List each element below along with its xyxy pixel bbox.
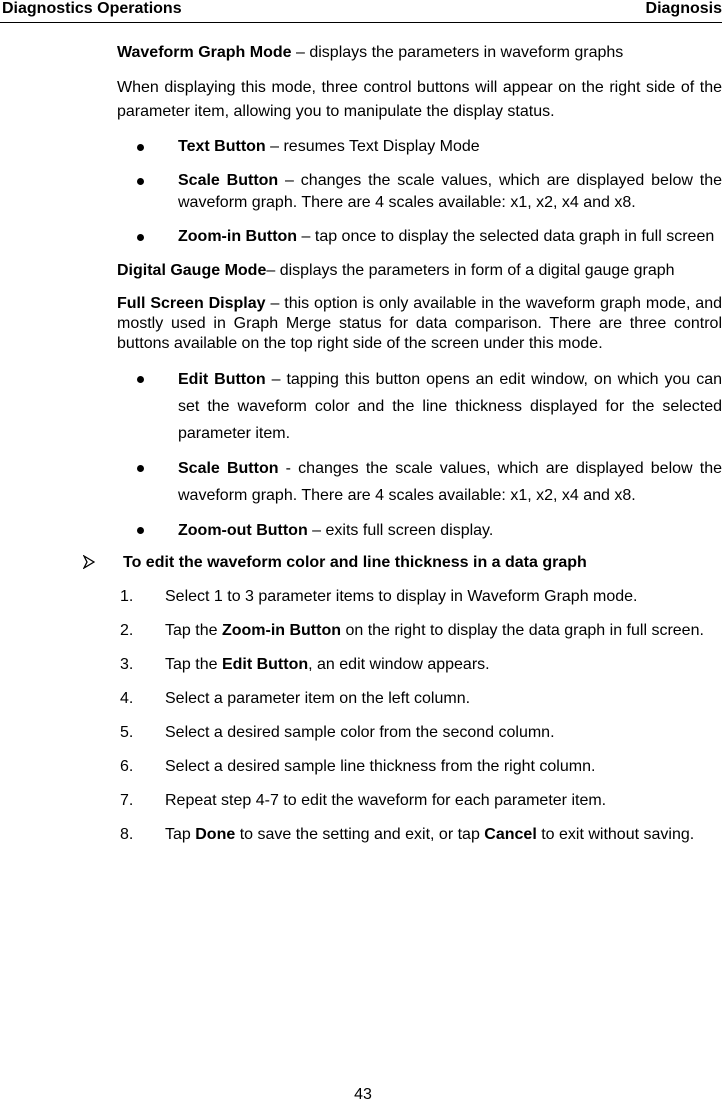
page-number: 43 (354, 1086, 372, 1103)
procedure-step (117, 688, 722, 710)
bullet-term: Zoom-out Button (178, 522, 308, 539)
bullet-desc: – exits full screen display. (307, 522, 494, 539)
full-screen-desc: – this option is only available in the waveform graph mode, and mostly used in Graph Merge status for data comparison. There are three control buttons available on the top right side of the screen under this mode. (117, 295, 722, 352)
procedure-heading (83, 552, 722, 574)
step-text: Select a desired sample color from the second column. (165, 724, 555, 741)
bullet-desc: – resumes Text Display Mode (265, 138, 480, 155)
step-number: 7. (120, 792, 134, 809)
step-bold-term: Edit Button (221, 656, 309, 673)
procedure-step (117, 722, 722, 744)
procedure-heading-text: To edit the waveform color and line thickness in a data graph (123, 554, 587, 571)
step-number: 4. (120, 690, 134, 707)
bullet-dot-icon (137, 527, 144, 534)
bullet-desc: - changes the scale values, which are displayed below the waveform graph. There are 4 scales available: x1, x2, x4 and x8. (178, 460, 722, 504)
bullet-desc: – changes the scale values, which are displayed below the waveform graph. There are 4 scales available: x1, x2, x4 and x8. (178, 172, 723, 211)
waveform-mode-desc: – displays the parameters in waveform graphs (291, 44, 624, 61)
procedure-step (117, 586, 722, 608)
waveform-mode-intro: When displaying this mode, three control buttons will appear on the right side of the parameter item, allowing you to manipulate the display status. (117, 79, 722, 120)
step-number: 2. (120, 622, 134, 639)
bullet-zoom-in-button (117, 226, 722, 248)
waveform-mode-term: Waveform Graph Mode (117, 44, 292, 61)
waveform-mode-definition (117, 42, 722, 64)
bullet-edit-button (117, 366, 722, 447)
page-content (117, 42, 722, 858)
step-number: 1. (120, 588, 134, 605)
bullet-dot-icon (137, 178, 144, 185)
bullet-zoom-out-button (117, 517, 722, 544)
bullet-scale-button (117, 170, 722, 214)
bullet-term: Zoom-in Button (178, 228, 298, 245)
bullet-dot-icon (137, 465, 144, 472)
bullet-scale-button-fullscreen (117, 455, 722, 509)
step-text: Tap the (165, 622, 222, 639)
page-header (0, 0, 722, 23)
bullet-term: Text Button (178, 138, 266, 155)
step-text: on the right to display the data graph in full screen. (341, 622, 704, 639)
step-number: 3. (120, 656, 134, 673)
header-section-title: Diagnostics Operations (2, 0, 182, 17)
bullet-desc: – tap once to display the selected data graph in full screen (297, 228, 715, 245)
step-text: Select 1 to 3 parameter items to display in Waveform Graph mode. (165, 588, 638, 605)
step-number: 8. (120, 826, 134, 843)
step-text: Tap (165, 826, 196, 843)
bullet-text-button (117, 136, 722, 158)
full-screen-definition (117, 294, 722, 354)
full-screen-term: Full Screen Display (117, 295, 266, 312)
procedure-step (117, 790, 722, 812)
procedure-step (117, 620, 722, 642)
bullet-dot-icon (137, 144, 144, 151)
step-bold-term: Done (195, 826, 236, 843)
step-text: Tap the (165, 656, 222, 673)
procedure-step (117, 654, 722, 676)
arrow-bullet-icon (83, 555, 95, 569)
bullet-desc: – tapping this button opens an edit window, on which you can set the waveform color and the line thickness displayed for the selected parameter item. (178, 371, 722, 442)
step-text: to save the setting and exit, or tap (235, 826, 485, 843)
step-text: Select a desired sample line thickness from the right column. (165, 758, 596, 775)
step-text: to exit without saving. (536, 826, 695, 843)
step-text: , an edit window appears. (308, 656, 490, 673)
procedure-step (117, 756, 722, 778)
digital-gauge-desc: – displays the parameters in form of a digital gauge graph (266, 262, 675, 279)
digital-gauge-definition (117, 260, 722, 282)
step-number: 6. (120, 758, 134, 775)
procedure-step (117, 824, 722, 846)
step-text: Select a parameter item on the left column. (165, 690, 471, 707)
header-chapter-title: Diagnosis (645, 0, 722, 17)
bullet-term: Scale Button (178, 172, 279, 189)
bullet-term: Scale Button (178, 460, 279, 477)
step-number: 5. (120, 724, 134, 741)
digital-gauge-term: Digital Gauge Mode (117, 262, 267, 279)
step-text: Repeat step 4-7 to edit the waveform for each parameter item. (165, 792, 607, 809)
bullet-dot-icon (137, 234, 144, 241)
step-bold-term: Cancel (484, 826, 537, 843)
bullet-dot-icon (137, 376, 144, 383)
bullet-term: Edit Button (178, 371, 266, 388)
step-bold-term: Zoom-in Button (221, 622, 342, 639)
